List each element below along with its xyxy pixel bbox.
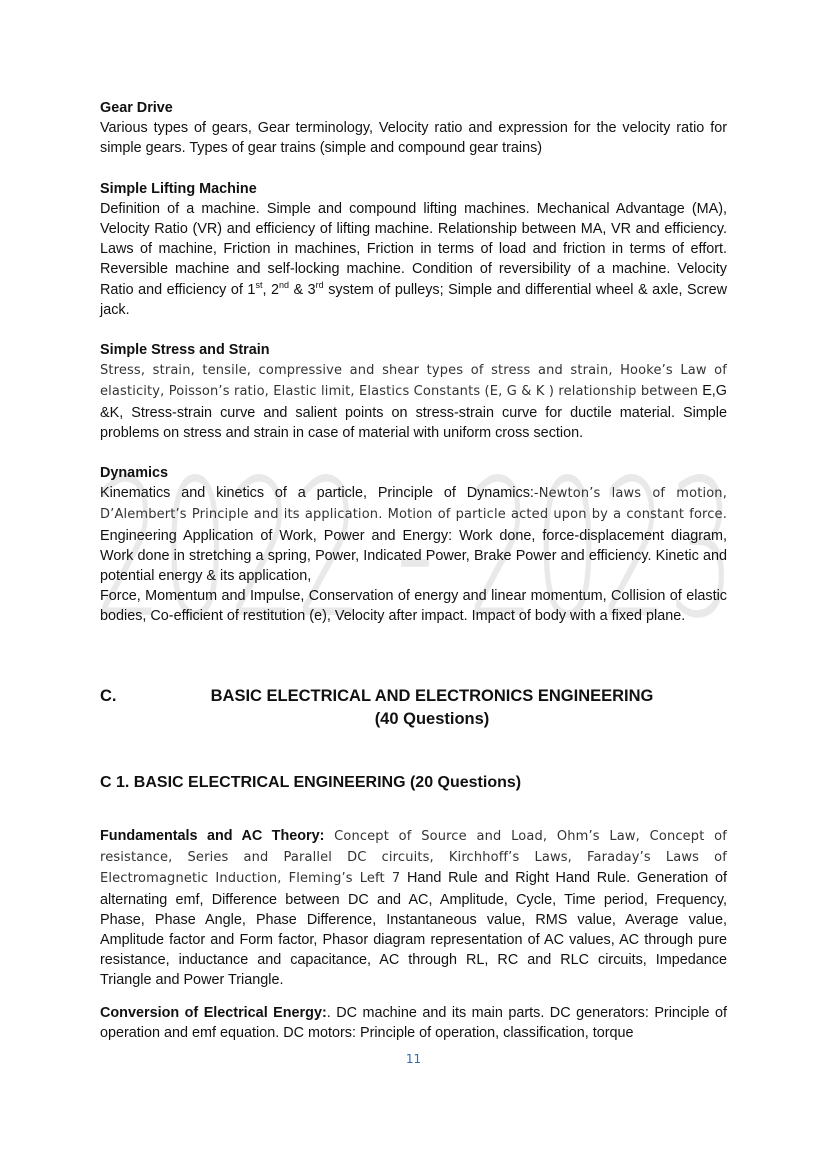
dynamics-heading: Dynamics — [100, 465, 168, 482]
lifting-machine-section — [100, 179, 727, 320]
stress-strain-section — [100, 340, 727, 443]
lifting-machine-heading: Simple Lifting Machine — [100, 180, 257, 197]
stress-strain-heading: Simple Stress and Strain — [100, 342, 270, 359]
syllabus-body-top — [100, 98, 727, 647]
stress-strain-text: Stress, strain, tensile, compressive and shear types of stress and strain, Hooke’s Law of elasticity, Poisson’s ratio, Elastic limit, Elastics Constants (E, G & K ) relationship between E,G &K, Stress-strain curve and salient points on stress-strain curve for ductile material. Simple problems on stress and strain in case of material with uniform cross section. — [100, 363, 727, 441]
dynamics-text-2: Force, Momentum and Impulse, Conservation of energy and linear momentum, Collision of elastic bodies, Co-efficient of restitution (e), Velocity after impact. Impact of body with a fixed plane. — [100, 588, 727, 625]
dynamics-section — [100, 463, 727, 627]
dynamics-text: Kinematics and kinetics of a particle, Principle of Dynamics:-Newton’s laws of motion, D’Alembert’s Principle and its application. Motion of particle acted upon by a constant force. Engineering Application of Work, Power and Energy: Work done, force-displacement diagram, Work done in stretching a spring, Power, Indicated Power, Brake Power and efficiency. Kinetic and potential energy & its application, — [100, 485, 727, 585]
conversion-text: Conversion of Electrical Energy:. DC machine and its main parts. DC generators: Principle of operation and emf equation. DC motors: Principle of operation, classification, torque — [100, 1004, 727, 1041]
c1-heading: C 1. BASIC ELECTRICAL ENGINEERING (20 Questions) — [100, 774, 522, 791]
lifting-machine-text: Definition of a machine. Simple and compound lifting machines. Mechanical Advantage (MA), Velocity Ratio (VR) and efficiency of lifting machine. Relationship between MA, VR and efficiency. Laws of machine, Friction in machines, Friction in terms of load and friction in terms of effort. Reversible machine and self-locking machine. Condition of reversibility of a machine. Velocity Ratio and efficiency of 1st, 2nd & 3rd system of pulleys; Simple and differential wheel & axle, Screw jack. — [100, 200, 727, 318]
gear-drive-heading: Gear Drive — [100, 100, 173, 116]
fundamentals-text: Fundamentals and AC Theory: Concept of Source and Load, Ohm’s Law, Concept of resistance, Series and Parallel DC circuits, Kirchhoff’s Laws, Faraday’s Laws of Electromagnetic Induction, Fleming’s Left 7 Hand Rule and Right Hand Rule. Generation of alternating emf, Difference between DC and AC, Amplitude, Cycle, Time period, Frequency, Phase, Phase Angle, Phase Difference, Instantaneous value, RMS value, Average value, Amplitude factor and Form factor, Phasor diagram representation of AC values, AC through pure resistance, inductance and capacitance, AC through RL, RC and RLC circuits, Impedance Triangle and Power Triangle. — [100, 828, 727, 989]
syllabus-body-bottom — [100, 826, 727, 1055]
watermark-text: 2022 - 2023 — [95, 440, 735, 640]
gear-drive-section — [100, 98, 727, 159]
gear-drive-text: Various types of gears, Gear terminology, Velocity ratio and expression for the velocity ratio for simple gears. Types of gear trains (simple and compound gear trains) — [100, 120, 727, 157]
fundamentals-heading: Fundamentals and AC Theory: — [100, 828, 325, 844]
conversion-heading: Conversion of Electrical Energy: — [100, 1004, 327, 1021]
page-number: 11 — [405, 1052, 422, 1066]
part-c-heading — [100, 685, 727, 731]
part-c-letter: C. — [100, 687, 117, 705]
part-c-subtitle: (40 Questions) — [374, 710, 490, 728]
part-c-title: BASIC ELECTRICAL AND ELECTRONICS ENGINEERING — [210, 687, 654, 705]
